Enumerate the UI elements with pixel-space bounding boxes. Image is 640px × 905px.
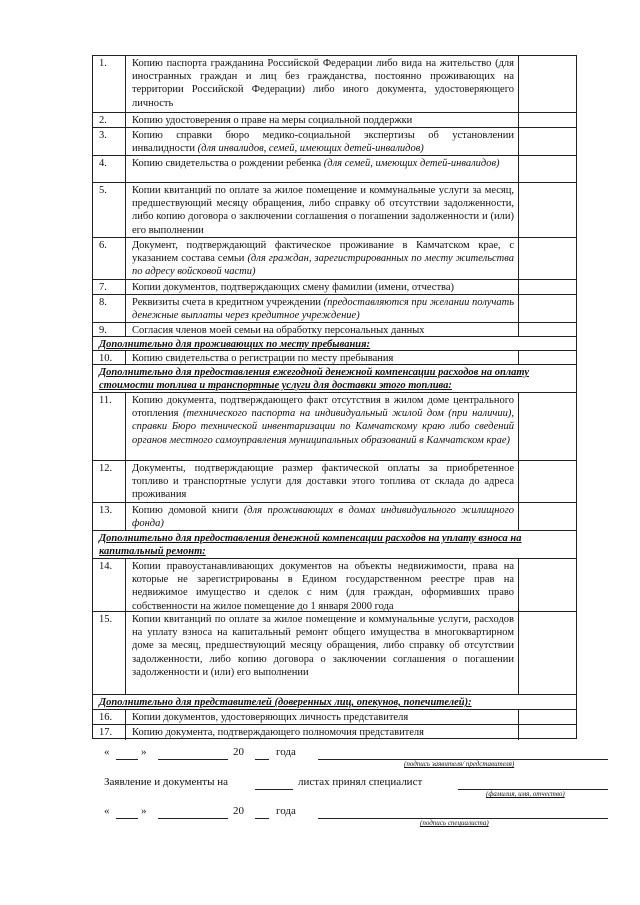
day-field[interactable] <box>116 759 138 760</box>
item-text: Копию паспорта гражданина Российской Федерации либо вида на жительство (для иностранных граждан и лиц без гражданства, постоянно проживающих на территории Российской Федерации) либо иного документа, удостоверяющего личность <box>126 56 519 112</box>
mark-cell[interactable] <box>519 461 576 502</box>
item-text: Копии квитанций по оплате за жилое помещение и коммунальные услуги, расходов на уплату взноса на капитальный ремонт общего имущества в многоквартирном доме за месяц, предшествующий месяцу обращения, либо справку об отсутствии задолженности, либо копию договора о заключении соглашения о погашении задолженности и (или) его выполнении <box>126 612 519 694</box>
mark-cell[interactable] <box>519 238 576 279</box>
item-note: (для инвалидов, семей, имеющих детей-инвалидов) <box>197 143 424 155</box>
month-field[interactable] <box>158 759 228 760</box>
specialist-name-hint: (фамилия, имя, отчество) <box>486 790 565 798</box>
item-note: (предоставляются при желании получать денежные выплаты через кредитное учреждение) <box>132 297 515 322</box>
mark-cell[interactable] <box>519 612 576 694</box>
item-number: 10. <box>93 351 126 364</box>
item-number: 3. <box>93 128 126 155</box>
table-row <box>93 460 576 502</box>
mark-cell[interactable] <box>519 559 576 611</box>
item-text: Документ, подтверждающий фактическое проживание в Камчатском крае, с указанием состава семьи (для граждан, зарегистрированных по месту жительства по адресу войсковой части) <box>126 238 519 279</box>
mark-cell[interactable] <box>519 113 576 127</box>
table-row <box>93 279 576 294</box>
month-field[interactable] <box>158 818 228 819</box>
year-prefix: 20 <box>233 805 244 817</box>
item-number: 13. <box>93 503 126 530</box>
item-text: Копию документа, подтверждающего полномочия представителя <box>126 725 519 740</box>
specialist-signature-hint: (подпись специалиста) <box>420 819 489 827</box>
mark-cell[interactable] <box>519 710 576 724</box>
item-number: 9. <box>93 323 126 336</box>
table-row <box>93 558 576 611</box>
mark-cell[interactable] <box>519 56 576 112</box>
item-text: Копию свидетельства о регистрации по месту пребывания <box>126 351 519 364</box>
item-text: Копию документа, подтверждающего факт отсутствия в жилом доме центрального отопления (технического паспорта на индивидуальный жилой дом (при наличии), справки Бюро технической инвентаризации по Камчатскому краю либо сведений органов местного самоуправления муниципальных образований в Камчатском крае) <box>126 393 519 460</box>
table-row <box>93 724 576 740</box>
item-text: Копию свидетельства о рождении ребенка (для семей, имеющих детей-инвалидов) <box>126 156 519 182</box>
table-row <box>93 237 576 279</box>
section-heading-representatives: Дополнительно для представителей (доверенных лиц, опекунов, попечителей): <box>93 694 576 709</box>
table-row <box>93 502 576 530</box>
mark-cell[interactable] <box>519 295 576 322</box>
section-heading-repair: Дополнительно для предоставления денежной компенсации расходов на уплату взноса на капитальный ремонт: <box>93 530 576 558</box>
item-number: 4. <box>93 156 126 182</box>
year-field[interactable] <box>255 759 269 760</box>
item-text: Реквизиты счета в кредитном учреждении (предоставляются при желании получать денежные выплаты через кредитное учреждение) <box>126 295 519 322</box>
item-note: (для семей, имеющих детей-инвалидов) <box>323 158 500 169</box>
item-text: Копию справки бюро медико-социальной экспертизы об установлении инвалидности (для инвалидов, семей, имеющих детей-инвалидов) <box>126 128 519 155</box>
section-heading-residence: Дополнительно для проживающих по месту пребывания: <box>93 336 576 350</box>
item-note: (для граждан, зарегистрированных по месту жительства по адресу войсковой части) <box>132 253 514 278</box>
table-row <box>93 127 576 155</box>
quote-open: « <box>104 746 110 758</box>
item-number: 17. <box>93 725 126 740</box>
quote-open: « <box>104 805 110 817</box>
table-row <box>93 182 576 237</box>
item-number: 16. <box>93 710 126 724</box>
table-row <box>93 392 576 460</box>
item-note: (для проживающих в домах индивидуального жилищного фонда) <box>132 505 515 530</box>
day-field[interactable] <box>116 818 138 819</box>
year-prefix: 20 <box>233 746 244 758</box>
item-number: 15. <box>93 612 126 694</box>
item-text: Копию домовой книги (для проживающих в домах индивидуального жилищного фонда) <box>126 503 519 530</box>
section-heading-fuel: Дополнительно для предоставления ежегодной денежной компенсации расходов на оплату стоимости топлива и транспортные услуги для доставки этого топлива: <box>93 364 576 392</box>
item-text: Копии правоустанавливающих документов на объекты недвижимости, права на которые не зарегистрированы в Едином государственном реестре прав на недвижимое имущество и сделок с ним (для граждан, оформивших право собственности на жилое помещение до 1 января 2000 года <box>126 559 519 611</box>
table-row <box>93 611 576 694</box>
table-row <box>93 709 576 724</box>
mark-cell[interactable] <box>519 183 576 237</box>
table-row <box>93 294 576 322</box>
table-row <box>93 112 576 127</box>
table-row <box>93 56 576 112</box>
year-word: года <box>276 805 296 817</box>
mark-cell[interactable] <box>519 351 576 364</box>
item-number: 14. <box>93 559 126 611</box>
mark-cell[interactable] <box>519 393 576 460</box>
item-number: 11. <box>93 393 126 460</box>
table-row <box>93 350 576 364</box>
mark-cell[interactable] <box>519 725 576 740</box>
documents-table <box>92 55 577 739</box>
item-number: 12. <box>93 461 126 502</box>
mark-cell[interactable] <box>519 128 576 155</box>
item-text: Копию удостоверения о праве на меры социальной поддержки <box>126 113 519 127</box>
item-text: Согласия членов моей семьи на обработку персональных данных <box>126 323 519 336</box>
year-word: года <box>276 746 296 758</box>
item-number: 1. <box>93 56 126 112</box>
table-row <box>93 322 576 336</box>
accepted-prefix: Заявление и документы на <box>104 776 229 788</box>
table-row <box>93 155 576 182</box>
item-text: Копии квитанций по оплате за жилое помещение и коммунальные услуги за месяц, предшествующий месяцу обращения, либо справку об отсутствии задолженности, либо копию договора о заключении соглашения о погашении задолженности и (или) его выполнении <box>126 183 519 237</box>
quote-close: » <box>141 805 147 817</box>
quote-close: » <box>141 746 147 758</box>
accepted-suffix: листах принял специалист <box>298 776 423 788</box>
item-number: 2. <box>93 113 126 127</box>
item-number: 8. <box>93 295 126 322</box>
item-number: 6. <box>93 238 126 279</box>
item-text: Копии документов, удостоверяющих личность представителя <box>126 710 519 724</box>
mark-cell[interactable] <box>519 323 576 336</box>
year-field[interactable] <box>255 818 269 819</box>
item-text: Копии документов, подтверждающих смену фамилии (имени, отчества) <box>126 280 519 294</box>
item-number: 5. <box>93 183 126 237</box>
mark-cell[interactable] <box>519 503 576 530</box>
item-number: 7. <box>93 280 126 294</box>
mark-cell[interactable] <box>519 280 576 294</box>
sheet-count-field[interactable] <box>255 789 293 790</box>
mark-cell[interactable] <box>519 156 576 182</box>
applicant-signature-hint: (подпись заявителя/ представителя) <box>404 760 515 768</box>
item-text: Документы, подтверждающие размер фактической оплаты за приобретенное топливо и транспортные услуги для доставки этого топлива от склада до адреса проживания <box>126 461 519 502</box>
item-note: (технического паспорта на индивидуальный жилой дом (при наличии), справки Бюро технической инвентаризации по Камчатскому краю либо сведений органов местного самоуправления муниципальных образований в Камчатском крае) <box>132 408 515 446</box>
